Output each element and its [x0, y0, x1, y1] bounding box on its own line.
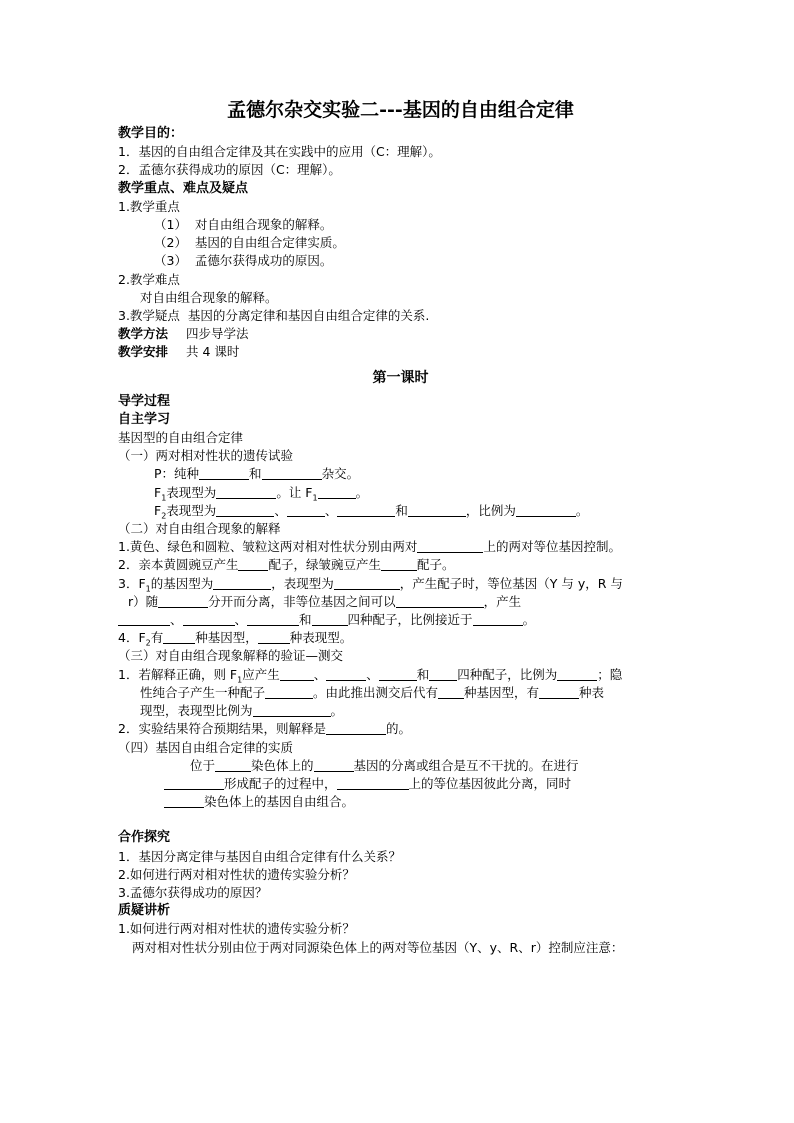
keys-heading: 教学重点、难点及疑点: [118, 180, 249, 196]
blank: [215, 758, 251, 772]
text: 、: [170, 612, 183, 628]
self-study-heading: 自主学习: [118, 411, 171, 427]
blank: [258, 630, 290, 644]
text: 现型，表现型比例为: [140, 703, 253, 719]
text: 位于: [190, 757, 216, 773]
verify-line: [118, 702, 683, 720]
text: 表现型为: [166, 484, 217, 500]
text: ，比例为: [465, 502, 516, 518]
blank: [163, 630, 195, 644]
goal-item: 2．孟德尔获得成功的原因（C：理解）。: [118, 162, 341, 178]
section-heading: （四）基因自由组合定律的实质: [118, 739, 294, 755]
blank: [238, 557, 268, 571]
page-title: 孟德尔杂交实验二---基因的自由组合定律: [227, 99, 574, 121]
text: 。让 F: [276, 484, 313, 500]
blank: [417, 539, 483, 553]
text: 。: [522, 612, 536, 628]
plan-row: [118, 343, 683, 361]
essence-line: [118, 775, 683, 793]
lesson-heading: 第一课时: [372, 369, 429, 386]
text: 。: [330, 703, 344, 719]
method-label: 教学方法: [118, 326, 169, 342]
text: 配子，绿皱豌豆产生: [268, 557, 381, 573]
text: 种表现型。: [289, 630, 353, 646]
text: 种基因型，有: [464, 684, 540, 700]
blank: [314, 758, 354, 772]
text: P：纯种: [154, 466, 200, 482]
section-heading: （一）两对相对性状的遗传试验: [118, 448, 294, 464]
text: 。: [575, 502, 589, 518]
subscript: 1: [312, 493, 318, 503]
explain-line: [118, 575, 683, 593]
text: 、: [274, 502, 287, 518]
key-subheading: 1.教学重点: [118, 198, 180, 214]
explain-line: [118, 611, 683, 629]
method-value: 四步导学法: [186, 326, 249, 342]
blank: [158, 594, 208, 608]
cooperate-item: 3.孟德尔获得成功的原因？: [118, 884, 268, 900]
text: F: [154, 484, 162, 500]
blank: [318, 485, 356, 499]
blank: [216, 503, 274, 517]
text: 2．亲本黄圆豌豆产生: [118, 557, 239, 573]
text: 的基因型为: [150, 575, 214, 591]
subscript: 2: [161, 511, 167, 521]
verify-line: [118, 720, 683, 738]
cooperate-item: 1．基因分离定律与基因自由组合定律有什么关系？: [118, 848, 401, 864]
f2-line: [118, 502, 683, 520]
blank: [337, 776, 409, 790]
blank: [326, 721, 386, 735]
explain-line: [118, 538, 683, 556]
text: 形成配子的过程中，: [224, 775, 337, 791]
p-line: [118, 465, 683, 483]
explain-line: [118, 593, 683, 611]
blank: [381, 557, 417, 571]
text: r）随: [128, 593, 159, 609]
plan-label: 教学安排: [118, 344, 169, 360]
blank: [312, 612, 348, 626]
blank: [262, 466, 322, 480]
essence-line: [118, 793, 683, 811]
text: F: [154, 502, 162, 518]
blank: [164, 794, 204, 808]
key-item: （1） 对自由组合现象的解释。: [154, 217, 333, 233]
blank: [280, 667, 314, 681]
subscript: 1: [237, 675, 243, 685]
text: 和: [416, 666, 430, 682]
text: 1.黄色、绿色和圆粒、皱粒这两对相对性状分别由两对: [118, 539, 418, 555]
section-heading: （三）对自由组合现象解释的验证—测交: [118, 648, 344, 664]
blank: [213, 576, 271, 590]
qa-item: 1.如何进行两对相对性状的遗传实验分析？: [118, 921, 355, 937]
qa-heading: 质疑讲析: [118, 903, 171, 919]
text: 、: [313, 666, 327, 682]
text: 四种配子，比例为: [457, 666, 558, 682]
topic-line: 基因型的自由组合定律: [118, 430, 244, 446]
blank: [557, 667, 597, 681]
text: 种基因型，: [195, 630, 258, 646]
text: 。: [355, 484, 369, 500]
text: ，产生配子时，等位基因（Y 与 y，R 与: [399, 575, 623, 591]
verify-line: [118, 666, 683, 684]
text: 染色体上的基因自由组合。: [204, 794, 355, 810]
section-heading: （二）对自由组合现象的解释: [118, 521, 281, 537]
explain-line: [118, 629, 683, 647]
cooperate-item: 2.如何进行两对相对性状的遗传实验分析？: [118, 866, 355, 882]
text: 1．若解释正确，则 F: [118, 666, 238, 682]
blank: [429, 667, 457, 681]
text: 4．F: [118, 630, 146, 646]
text: 和: [299, 612, 312, 628]
text: 分开而分离，非等位基因之间可以: [208, 593, 396, 609]
text: ，产生: [483, 593, 522, 609]
blank: [337, 503, 395, 517]
subscript: 1: [161, 493, 167, 503]
blank: [539, 685, 579, 699]
text: 杂交。: [321, 466, 360, 482]
explain-line: [118, 556, 683, 574]
blank: [216, 485, 276, 499]
blank: [118, 612, 170, 626]
difficulty-subheading: 2.教学难点: [118, 271, 180, 287]
text: 和: [249, 466, 262, 482]
text: 表现型为: [166, 502, 217, 518]
key-item: （2） 基因的自由组合定律实质。: [154, 235, 345, 251]
blank: [199, 466, 249, 480]
subscript: 1: [145, 584, 151, 594]
method-row: [118, 325, 683, 343]
difficulty-item: 对自由组合现象的解释。: [140, 289, 278, 305]
goal-item: 1．基因的自由组合定律及其在实践中的应用（C：理解）。: [118, 144, 441, 160]
blank: [379, 667, 417, 681]
blank: [265, 685, 313, 699]
blank: [287, 503, 325, 517]
plan-value: 共 4 课时: [186, 344, 240, 360]
text: 性纯合子产生一种配子: [140, 684, 266, 700]
text: 配子。: [416, 557, 455, 573]
text: 四种配子，比例接近于: [347, 612, 473, 628]
text: ，表现型为: [271, 575, 334, 591]
blank: [396, 594, 484, 608]
text: 。由此推出测交后代有: [313, 684, 439, 700]
essence-line: [118, 757, 683, 775]
text: 基因的分离或组合是互不干扰的。在进行: [353, 757, 579, 773]
text: 、: [366, 666, 379, 682]
text: 、: [234, 612, 248, 628]
blank: [516, 503, 576, 517]
text: 应产生: [242, 666, 280, 682]
text: 上的等位基因彼此分离，同时: [408, 775, 572, 791]
cooperate-heading: 合作探究: [118, 830, 171, 846]
text: 有: [150, 630, 164, 646]
doubt-item: 3.教学疑点 基因的分离定律和基因自由组合定律的关系.: [118, 308, 430, 324]
text: 、: [324, 502, 338, 518]
blank: [334, 576, 400, 590]
subscript: 2: [145, 638, 151, 648]
blank: [408, 503, 466, 517]
text: 2．实验结果符合预期结果，则解释是: [118, 721, 326, 737]
blank: [438, 685, 464, 699]
blank: [247, 612, 299, 626]
blank: [326, 667, 366, 681]
goals-heading: 教学目的：: [118, 126, 184, 141]
f1-line: [118, 484, 683, 502]
text: 3．F: [118, 575, 146, 591]
key-item: （3） 孟德尔获得成功的原因。: [154, 253, 333, 269]
document-page: [118, 96, 683, 957]
blank: [253, 703, 331, 717]
text: 染色体上的: [251, 757, 314, 773]
qa-item: 两对相对性状分别由位于两对同源染色体上的两对等位基因（Y、y、R、r）控制应注意：: [132, 939, 624, 955]
text: 种表: [579, 684, 605, 700]
text: 上的两对等位基因控制。: [483, 539, 621, 555]
blank: [183, 612, 235, 626]
text: 和: [395, 502, 408, 518]
blank: [164, 776, 224, 790]
guide-heading: 导学过程: [118, 393, 171, 409]
text: 的。: [385, 721, 411, 737]
blank: [473, 612, 523, 626]
verify-line: [118, 684, 683, 702]
text: ；隐: [597, 666, 623, 682]
